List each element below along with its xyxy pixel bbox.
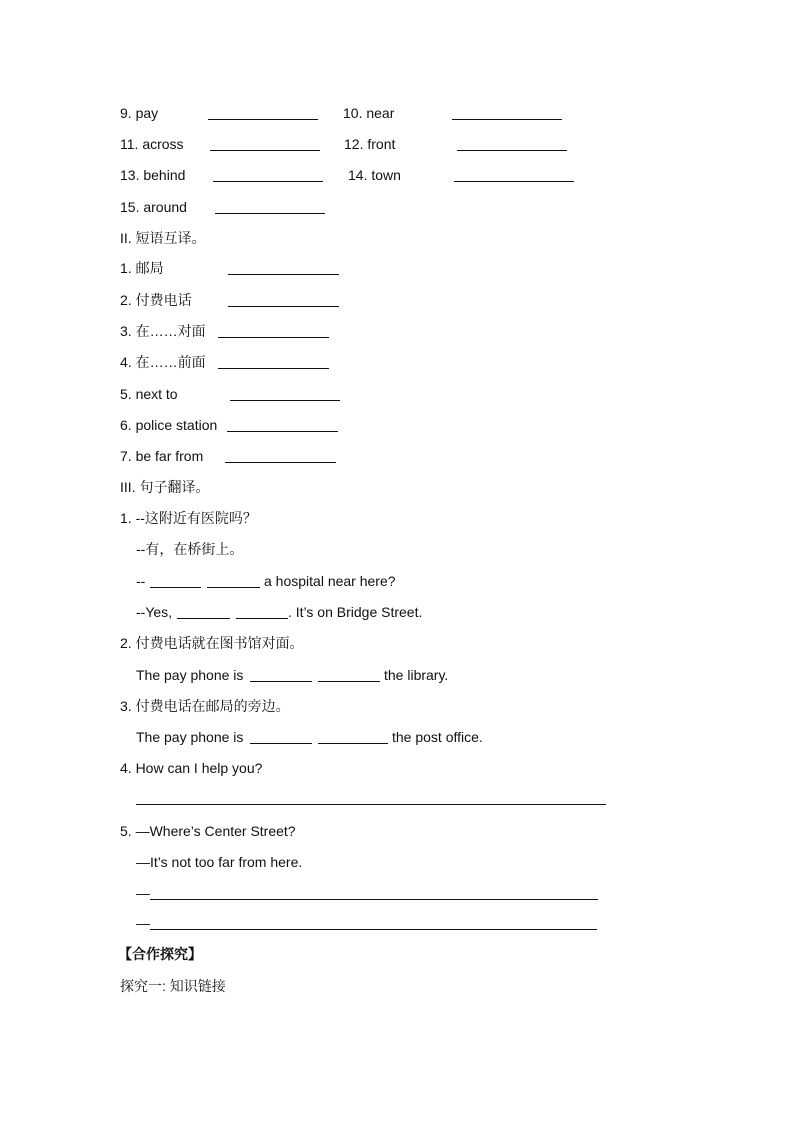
section-heading: II. 短语互译。 (120, 230, 206, 246)
answer-blank[interactable] (250, 681, 312, 682)
answer-blank[interactable] (225, 462, 336, 463)
vocab-item-9: 9. pay (120, 105, 159, 121)
sentence-text: The pay phone is (136, 667, 244, 683)
vocab-item-13: 13. behind (120, 167, 186, 183)
phrase-item: 3. 在……对面 (120, 323, 206, 339)
answer-blank[interactable] (457, 150, 567, 151)
section-heading: III. 句子翻译。 (120, 479, 210, 495)
answer-blank[interactable] (318, 681, 380, 682)
answer-blank[interactable] (218, 337, 329, 338)
dialogue-line: —It’s not too far from here. (136, 854, 303, 870)
question-5: 5. —Where’s Center Street? (120, 823, 296, 839)
subheading: 探究一: 知识链接 (120, 978, 226, 994)
sentence-text: a hospital near here? (264, 573, 396, 589)
question-1-answer: --有，在桥街上。 (136, 541, 244, 557)
question-4: 4. How can I help you? (120, 760, 263, 776)
answer-blank[interactable] (227, 431, 338, 432)
answer-line[interactable] (136, 804, 606, 805)
answer-blank[interactable] (250, 743, 312, 744)
phrase-item: 4. 在……前面 (120, 354, 206, 370)
section-heading: 【合作探究】 (118, 946, 202, 962)
answer-blank[interactable] (236, 618, 288, 619)
answer-blank[interactable] (228, 306, 339, 307)
answer-blank[interactable] (213, 181, 323, 182)
answer-blank[interactable] (230, 400, 340, 401)
vocab-item-10: 10. near (343, 105, 395, 121)
sentence-text: --Yes, (136, 604, 173, 620)
answer-blank[interactable] (454, 181, 574, 182)
answer-blank[interactable] (210, 150, 320, 151)
answer-line[interactable] (150, 929, 597, 930)
vocab-item-12: 12. front (344, 136, 396, 152)
sentence-text: the post office. (392, 729, 483, 745)
sentence-text: . It’s on Bridge Street. (288, 604, 423, 620)
question-3: 3. 付费电话在邮局的旁边。 (120, 698, 290, 714)
phrase-item: 2. 付费电话 (120, 292, 192, 308)
question-2: 2. 付费电话就在图书馆对面。 (120, 635, 304, 651)
answer-blank[interactable] (208, 119, 318, 120)
question-1: 1. --这附近有医院吗？ (120, 510, 257, 526)
answer-blank[interactable] (215, 213, 325, 214)
answer-blank[interactable] (452, 119, 562, 120)
phrase-item: 1. 邮局 (120, 260, 164, 276)
dash-prefix: — (136, 915, 150, 931)
sentence-text: The pay phone is (136, 729, 244, 745)
phrase-item: 5. next to (120, 386, 178, 402)
dash-prefix: -- (136, 573, 146, 589)
answer-blank[interactable] (177, 618, 230, 619)
vocab-item-15: 15. around (120, 199, 187, 215)
phrase-item: 6. police station (120, 417, 218, 433)
answer-blank[interactable] (207, 587, 260, 588)
sentence-text: the library. (384, 667, 449, 683)
answer-blank[interactable] (318, 743, 388, 744)
answer-line[interactable] (150, 899, 598, 900)
vocab-item-11: 11. across (120, 136, 184, 152)
dash-prefix: — (136, 885, 150, 901)
answer-blank[interactable] (228, 274, 339, 275)
answer-blank[interactable] (150, 587, 201, 588)
answer-blank[interactable] (218, 368, 329, 369)
phrase-item: 7. be far from (120, 448, 204, 464)
vocab-item-14: 14. town (348, 167, 401, 183)
